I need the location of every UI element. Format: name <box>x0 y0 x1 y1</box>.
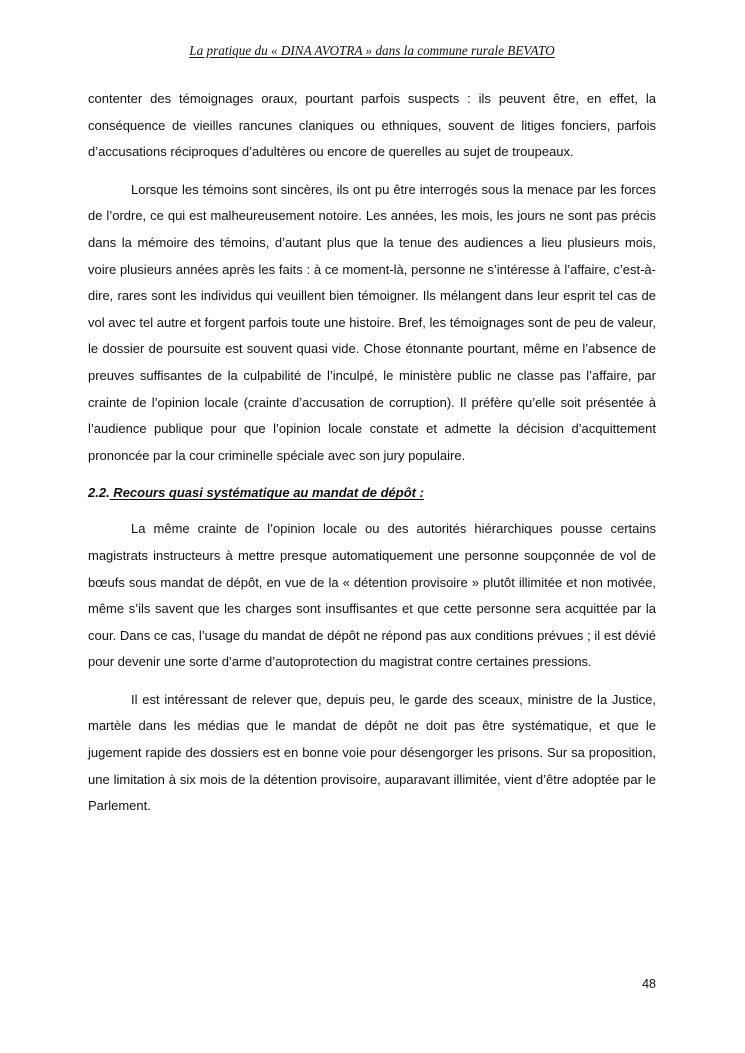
section-number: 2.2. <box>88 485 110 501</box>
section-title: Recours quasi systématique au mandat de dépôt : <box>109 485 424 501</box>
paragraph-witnesses: Lorsque les témoins sont sincères, ils ont pu être interrogés sous la menace par les forces de l’ordre, ce qui est malheureusement notoire. Les années, les mois, les jours ne sont pas précis dans la mémoire des témoins, d’autant plus que la tenue des audiences a lieu plusieurs mois, voire plusieurs années après les faits : à ce moment-là, personne ne s’intéresse à l’affaire, c’est-à-dire, rares sont les individus qui veuillent bien témoigner. Ils mélangent dans leur esprit tel cas de vol avec tel autre et forgent parfois toute une histoire. Bref, les témoignages sont de peu de valeur, le dossier de poursuite est souvent quasi vide. Chose étonnante pourtant, même en l’absence de preuves suffisantes de la culpabilité de l’inculpé, le ministère public ne classe pas l’affaire, par crainte de l’opinion locale (crainte d’accusation de corruption). Il préfère qu’elle soit présentée à l’audience publique pour que l’opinion locale constate et admette la décision d’acquittement prononcée par la cour criminelle spéciale avec son jury populaire. <box>88 181 656 463</box>
section-heading <box>88 480 656 506</box>
paragraph-continuation: contenter des témoignages oraux, pourtant parfois suspects : ils peuvent être, en effet, la conséquence de vieilles rancunes claniques ou ethniques, souvent de litiges fonciers, parfois d’accusations réciproques d’adultères ou encore de querelles au sujet de troupeaux. <box>88 91 656 160</box>
running-header: La pratique du « DINA AVOTRA » dans la commune rurale BEVATO <box>189 43 555 58</box>
page-number: 48 <box>642 977 656 991</box>
paragraph-garde-des-sceaux: Il est intéressant de relever que, depuis peu, le garde des sceaux, ministre de la Justice, martèle dans les médias que le mandat de dépôt ne doit pas être systématique, et que le jugement rapide des dossiers est en bonne voie pour désengorger les prisons. Sur sa proposition, une limitation à six mois de la détention provisoire, auparavant illimitée, vient d’être adoptée par le Parlement. <box>88 691 656 814</box>
paragraph-mandat-depot: La même crainte de l’opinion locale ou des autorités hiérarchiques pousse certains magistrats instructeurs à mettre presque automatiquement une personne soupçonnée de vol de bœufs sous mandat de dépôt, en vue de la « détention provisoire » plutôt illimitée et non motivée, même s’ils savent que les charges sont insuffisantes et que cette personne sera acquittée par la cour. Dans ce cas, l’usage du mandat de dépôt ne répond pas aux conditions prévues ; il est dévié pour devenir une sorte d’arme d’autoprotection du magistrat contre certaines pressions. <box>88 521 656 670</box>
body-text <box>88 86 656 831</box>
